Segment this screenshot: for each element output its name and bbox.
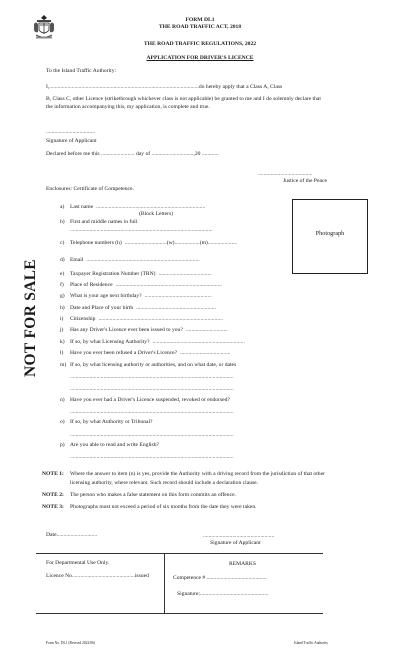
note1-line1: Where the answer to item (n) is yes, provide the Authority with a driving record from the jurisdiction of that other [70, 471, 325, 477]
photograph-label: Photograph [315, 230, 345, 237]
licence-line [46, 573, 149, 580]
item-row [60, 327, 228, 334]
dept-divider-vertical [164, 553, 165, 613]
item-row [60, 339, 245, 346]
item-row [60, 362, 239, 369]
item-letter: c) [60, 240, 65, 246]
item-answer-field[interactable]: ..................................................................................................................... [70, 386, 234, 392]
item-answer-field[interactable]: ..................................................................................................................... [70, 374, 234, 380]
item-answer-field[interactable]: ......................................................... [136, 305, 216, 311]
dept-divider-top [36, 553, 323, 554]
addressee: To the Island Traffic Authority: [46, 68, 117, 74]
item-row [60, 282, 222, 289]
item-letter: f) [60, 282, 64, 288]
declared-day-field[interactable]: ........................ [101, 151, 135, 157]
item-letter: d) [60, 257, 65, 263]
declared-day-label: day of [135, 151, 151, 157]
competence-line [173, 575, 267, 582]
declared-line [46, 151, 219, 158]
item-answer-field[interactable]: ..................................................................................................................... [70, 409, 234, 415]
item-letter: b) [60, 219, 65, 225]
item-letter: i) [60, 316, 64, 322]
item-row [60, 227, 213, 234]
item-label: First and middle names in full [70, 219, 138, 225]
item-answer-field[interactable]: .............................................................................. [96, 204, 206, 210]
item-letter: a) [60, 204, 65, 210]
item-label: If so, by what licensing authority or authorities, and on what date, or dates [70, 362, 237, 368]
application-title: APPLICATION FOR DRIVER'S LICENCE [146, 55, 254, 61]
item-answer-field[interactable]: ............................................................................ [115, 282, 222, 288]
item-row [60, 442, 162, 449]
declaration-line2: B, Class C, other Licence (strikethrough whichever class is not applicable) be granted to me and I do solemnly declare that [46, 96, 321, 102]
item-answer-field[interactable]: .................................... [180, 350, 231, 356]
form-id: FORM DL1 [185, 17, 215, 23]
item-row [60, 409, 234, 416]
note3-text: Photographs must not exceed a period of six months from the date they were taken. [70, 504, 257, 510]
competence-label: Competence # [173, 575, 206, 581]
item-label: Taxpayer Registration Number (TRN) [70, 271, 156, 277]
item-label: If so, by what Licensing Authority? [70, 339, 150, 345]
item-letter: p) [60, 442, 65, 448]
final-signature-field[interactable]: ................................................... [203, 533, 275, 539]
footer-right: Island Traffic Authority [294, 641, 329, 645]
item-answer-field[interactable]: .............................. [185, 327, 228, 333]
item-label: Have you ever had a Driver's Licence suspended, revoked or endorsed? [70, 397, 230, 403]
dept-divider-bottom [36, 613, 323, 614]
item-row [60, 350, 230, 357]
date-field[interactable]: ............................. [56, 532, 98, 538]
line1-suffix: do hereby apply that a Class A, Class [198, 84, 283, 90]
item-row [60, 211, 176, 218]
item-label: (Block Letters) [139, 211, 174, 217]
item-row [60, 454, 234, 461]
item-letter: o) [60, 419, 65, 425]
declared-year-field[interactable]: ............ [201, 151, 219, 157]
item-letter: e) [60, 271, 65, 277]
item-label: Date and Place of your birth [70, 305, 134, 311]
item-row [60, 305, 216, 312]
item-label: Are you able to read and write English? [70, 442, 160, 448]
remarks-label: REMARKS [229, 561, 257, 567]
note1-line2: licensing authority, where relevant. Such record should include a declaration clause. [70, 480, 259, 486]
item-row [60, 419, 156, 426]
issued-label: issued [134, 573, 149, 579]
enclosures: Enclosures: Certificate of Competence. [46, 186, 134, 192]
item-row [60, 432, 234, 439]
competence-field[interactable]: ........................................... [206, 575, 267, 581]
dept-signature-label: Signature: [177, 591, 200, 597]
item-row [60, 271, 212, 278]
item-label: Have you ever been refused a Driver's Licence? [70, 350, 178, 356]
item-letter: l) [60, 350, 64, 356]
act-title: THE ROAD TRAFFIC ACT, 2018 [158, 24, 242, 30]
item-answer-field[interactable]: .................................................................. [152, 339, 245, 345]
item-letter: n) [60, 397, 65, 403]
item-label: Has any Driver's Licence ever been issued to you? [70, 327, 183, 333]
jp-signature-field[interactable]: ....................................... [258, 171, 313, 177]
declared-prefix: Declared before me this [46, 151, 100, 157]
item-row [60, 257, 200, 264]
item-label: If so, by what Authority or Tribunal? [70, 419, 153, 425]
applicant-name-line [46, 84, 282, 91]
item-row [60, 219, 140, 226]
applicant-signature-label: Signature of Applicant [46, 138, 97, 144]
item-letter: m) [60, 362, 67, 368]
note2-text: The person who makes a false statement on this form commits an offence. [70, 492, 236, 498]
photograph-box[interactable] [292, 199, 368, 274]
dept-signature-line [177, 591, 269, 598]
declared-month-field[interactable]: .............................. [151, 151, 194, 157]
not-for-sale-stamp: NOT FOR SALE [22, 259, 39, 377]
item-letter: g) [60, 293, 65, 299]
item-row [60, 316, 223, 323]
licence-number-field[interactable]: ............................................. [71, 573, 135, 579]
footer-left: Form No. DL1 (Revised 2022/06) [46, 641, 96, 645]
note3-label: NOTE 3: [42, 504, 64, 510]
note2-label: NOTE 2: [42, 492, 64, 498]
item-answer-field[interactable]: ..................................................................................................................... [70, 454, 234, 460]
item-letter: h) [60, 305, 65, 311]
item-letter: k) [60, 339, 65, 345]
item-answer-field[interactable]: ................................................ [144, 293, 212, 299]
item-label: Telephone numbers (h) [70, 240, 122, 246]
item-label: Place of Residence [70, 282, 113, 288]
jp-label: Justice of the Peace [283, 178, 327, 184]
item-row [60, 397, 233, 404]
item-answer-field[interactable]: ................................................................................. [86, 257, 200, 263]
declaration-line3: the information accompanying this, my application, is complete and true. [46, 104, 210, 110]
item-label: What is your age next birthday? [70, 293, 142, 299]
item-answer-field[interactable]: ...................................................................................................... [70, 227, 213, 233]
item-row [60, 240, 237, 247]
applicant-name-field[interactable]: ........................................................................................................... [49, 84, 199, 90]
applicant-signature-field[interactable]: ................................... [46, 129, 95, 135]
dept-signature-field[interactable]: ................................................. [200, 591, 269, 597]
item-answer-field[interactable]: ..................................................................................................................... [70, 432, 234, 438]
declared-year-label: ,20 [193, 151, 201, 157]
item-row [60, 386, 234, 393]
final-signature-label: Signature of Applicant [210, 540, 261, 546]
item-answer-field[interactable]: ..............................(w)..................(m)..................... [124, 240, 238, 246]
date-label: Date [46, 532, 57, 538]
item-row [60, 374, 234, 381]
item-label: Citizenship [70, 316, 96, 322]
item-answer-field[interactable]: ......................................................................................... [98, 316, 223, 322]
note1-label: NOTE 1: [42, 471, 64, 477]
dept-use-label: For Departmental Use Only. [46, 560, 110, 566]
line1-prefix: I, [46, 84, 50, 90]
item-row [60, 293, 212, 300]
licence-label: Licence No [46, 573, 72, 579]
item-label: Email [70, 257, 84, 263]
date-line [46, 532, 97, 539]
item-label: Last name [70, 204, 94, 210]
item-row [60, 204, 205, 211]
regulations-title: THE ROAD TRAFFIC REGULATIONS, 2022 [143, 41, 257, 47]
item-answer-field[interactable]: ...................................... [158, 271, 212, 277]
item-letter: j) [60, 327, 64, 333]
